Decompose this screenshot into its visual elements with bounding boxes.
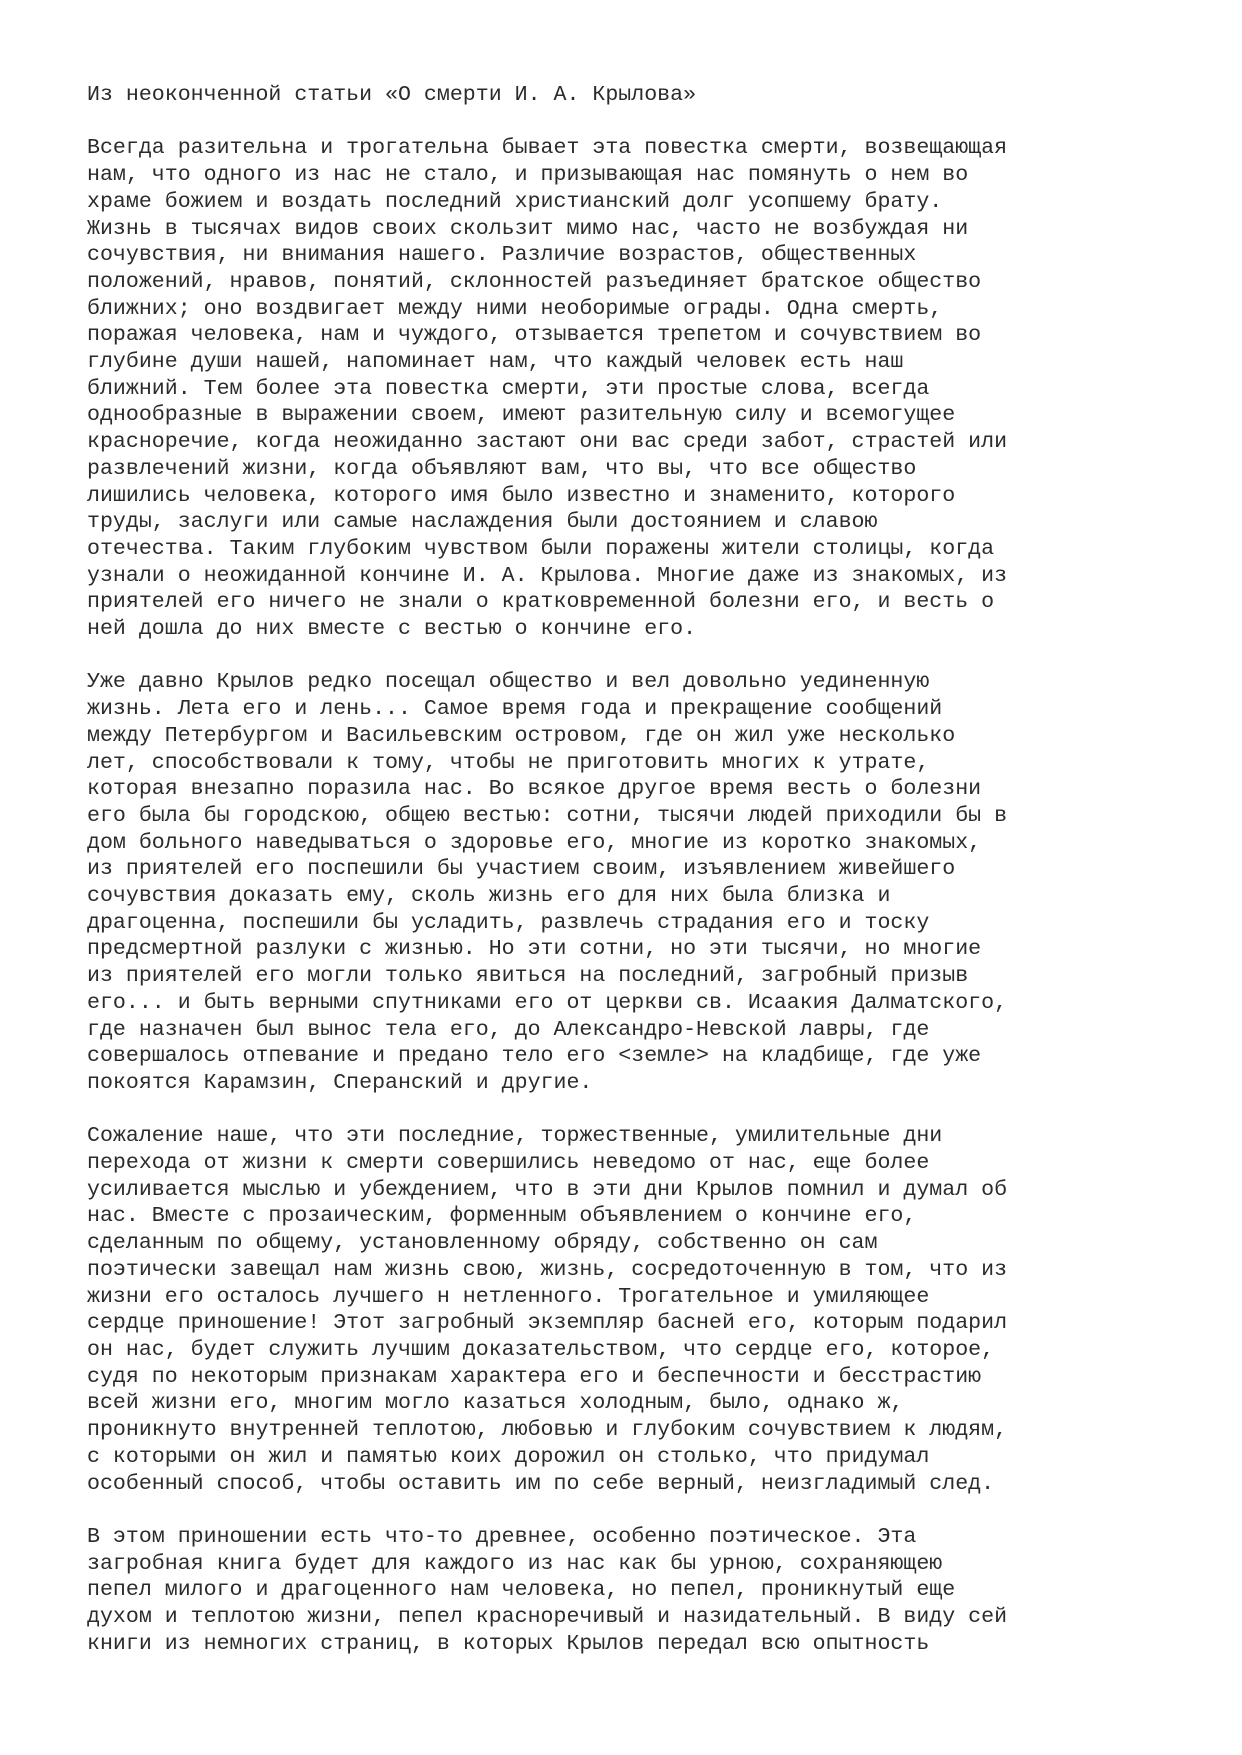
text-line: покоятся Карамзин, Сперанский и другие. xyxy=(87,1070,593,1095)
text-line: Уже давно Крылов редко посещал общество и вел довольно уединенную xyxy=(87,670,930,695)
text-line: отечества. Таким глубоким чувством были поражены жители столицы, когда xyxy=(87,536,995,561)
text-line: драгоценна, поспешили бы усладить, развлечь страдания его и тоску xyxy=(87,910,930,935)
text-line: приятелей его ничего не знали о кратковременной болезни его, и весть о xyxy=(87,590,995,615)
text-line: поражая человека, нам и чуждого, отзывается трепетом и сочувствием во xyxy=(87,323,982,348)
paragraph-1 xyxy=(87,135,1167,642)
text-line: ближних; оно воздвигает между ними необоримые ограды. Одна смерть, xyxy=(87,296,943,321)
text-line: глубине души нашей, напоминает нам, что каждый человек есть наш xyxy=(87,350,904,375)
text-line: из приятелей его поспешили бы участием своим, изъявлением живейшего xyxy=(87,857,956,882)
text-line: лет, способствовали к тому, чтобы не приготовить многих к утрате, xyxy=(87,750,930,775)
text-line: духом и теплотою жизни, пепел красноречивый и назидательный. В виду сей xyxy=(87,1605,1008,1630)
text-line: Всегда разительна и трогательна бывает эта повестка смерти, возвещающая xyxy=(87,136,1008,161)
text-line: ней дошла до них вместе с вестью о кончине его. xyxy=(87,617,697,642)
text-line: лишились человека, которого имя было известно и знаменито, которого xyxy=(87,483,956,508)
document-title: Из неоконченной статьи «О смерти И. А. Крылова» xyxy=(87,83,697,107)
text-line: дом больного наведываться о здоровье его, многие из коротко знакомых, xyxy=(87,830,982,855)
text-line: его была бы городскою, общею вестью: сотни, тысячи людей приходили бы в xyxy=(87,803,1008,828)
paragraph-4 xyxy=(87,1524,1167,1658)
text-line: усиливается мыслью и убеждением, что в эти дни Крылов помнил и думал об xyxy=(87,1177,1008,1202)
text-line: труды, заслуги или самые наслаждения были достоянием и славою xyxy=(87,510,878,535)
text-line: развлечений жизни, когда объявляют вам, что вы, что все общество xyxy=(87,456,917,481)
text-line: проникнуто внутренней теплотою, любовью и глубоким сочувствием к людям, xyxy=(87,1418,1008,1443)
text-line: сделанным по общему, установленному обряду, собственно он сам xyxy=(87,1231,878,1256)
text-line: загробная книга будет для каждого из нас как бы урною, сохраняющею xyxy=(87,1551,943,1576)
paragraph-3 xyxy=(87,1123,1167,1497)
text-line: сердце приношение! Этот загробный экземпляр басней его, которым подарил xyxy=(87,1311,1008,1336)
document-page xyxy=(87,82,1167,1684)
text-line: особенный способ, чтобы оставить им по себе верный, неизгладимый след. xyxy=(87,1471,995,1496)
text-line: жизни его осталось лучшего н нетленного. Трогательное и умиляющее xyxy=(87,1284,930,1309)
text-line: совершалось отпевание и предано тело его <земле> на кладбище, где уже xyxy=(87,1044,982,1069)
text-line: судя по некоторым признакам характера его и беспечности и бесстрастию xyxy=(87,1364,982,1389)
text-line: перехода от жизни к смерти совершились неведомо от нас, еще более xyxy=(87,1151,930,1176)
text-line: он нас, будет служить лучшим доказательством, что сердце его, которое, xyxy=(87,1338,995,1362)
text-line: пепел милого и драгоценного нам человека, но пепел, проникнутый еще xyxy=(87,1578,956,1603)
text-line: которая внезапно поразила нас. Во всякое другое время весть о болезни xyxy=(87,777,982,802)
text-line: его... и быть верными спутниками его от церкви св. Исаакия Далматского, xyxy=(87,990,1008,1015)
text-line: с которыми он жил и памятью коих дорожил он столько, что придумал xyxy=(87,1444,930,1469)
text-line: нам, что одного из нас не стало, и призывающая нас помянуть о нем во xyxy=(87,163,969,188)
text-line: однообразные в выражении своем, имеют разительную силу и всемогущее xyxy=(87,403,956,428)
document-body xyxy=(87,135,1167,1657)
text-line: Жизнь в тысячах видов своих скользит мимо нас, часто не возбуждая ни xyxy=(87,216,969,241)
text-line: жизнь. Лета его и лень... Самое время года и прекращение сообщений xyxy=(87,697,943,722)
text-line: Сожаление наше, что эти последние, торжественные, умилительные дни xyxy=(87,1124,943,1149)
text-line: из приятелей его могли только явиться на последний, загробный призыв xyxy=(87,964,969,989)
text-line: сочувствия доказать ему, сколь жизнь его для них была близка и xyxy=(87,884,891,909)
text-line: нас. Вместе с прозаическим, форменным объявлением о кончине его, xyxy=(87,1204,917,1229)
text-line: храме божием и воздать последний христианский долг усопшему брату. xyxy=(87,189,943,214)
text-line: всей жизни его, многим могло казаться холодным, было, однако ж, xyxy=(87,1391,904,1416)
text-line: положений, нравов, понятий, склонностей разъединяет братское общество xyxy=(87,269,982,294)
text-line: узнали о неожиданной кончине И. А. Крылова. Многие даже из знакомых, из xyxy=(87,563,1008,588)
text-line: книги из немногих страниц, в которых Крылов передал всю опытность xyxy=(87,1631,930,1656)
paragraph-2 xyxy=(87,669,1167,1096)
text-line: поэтически завещал нам жизнь свою, жизнь, сосредоточенную в том, что из xyxy=(87,1257,1008,1282)
text-line: предсмертной разлуки с жизнью. Но эти сотни, но эти тысячи, но многие xyxy=(87,937,982,962)
text-line: В этом приношении есть что-то древнее, особенно поэтическое. Эта xyxy=(87,1524,917,1549)
text-line: сочувствия, ни внимания нашего. Различие возрастов, общественных xyxy=(87,243,917,268)
text-line: красноречие, когда неожиданно застают они вас среди забот, страстей или xyxy=(87,430,1008,455)
text-line: между Петербургом и Васильевским островом, где он жил уже несколько xyxy=(87,723,956,748)
text-line: ближний. Тем более эта повестка смерти, эти простые слова, всегда xyxy=(87,376,930,401)
text-line: где назначен был вынос тела его, до Александро-Невской лавры, где xyxy=(87,1017,930,1042)
